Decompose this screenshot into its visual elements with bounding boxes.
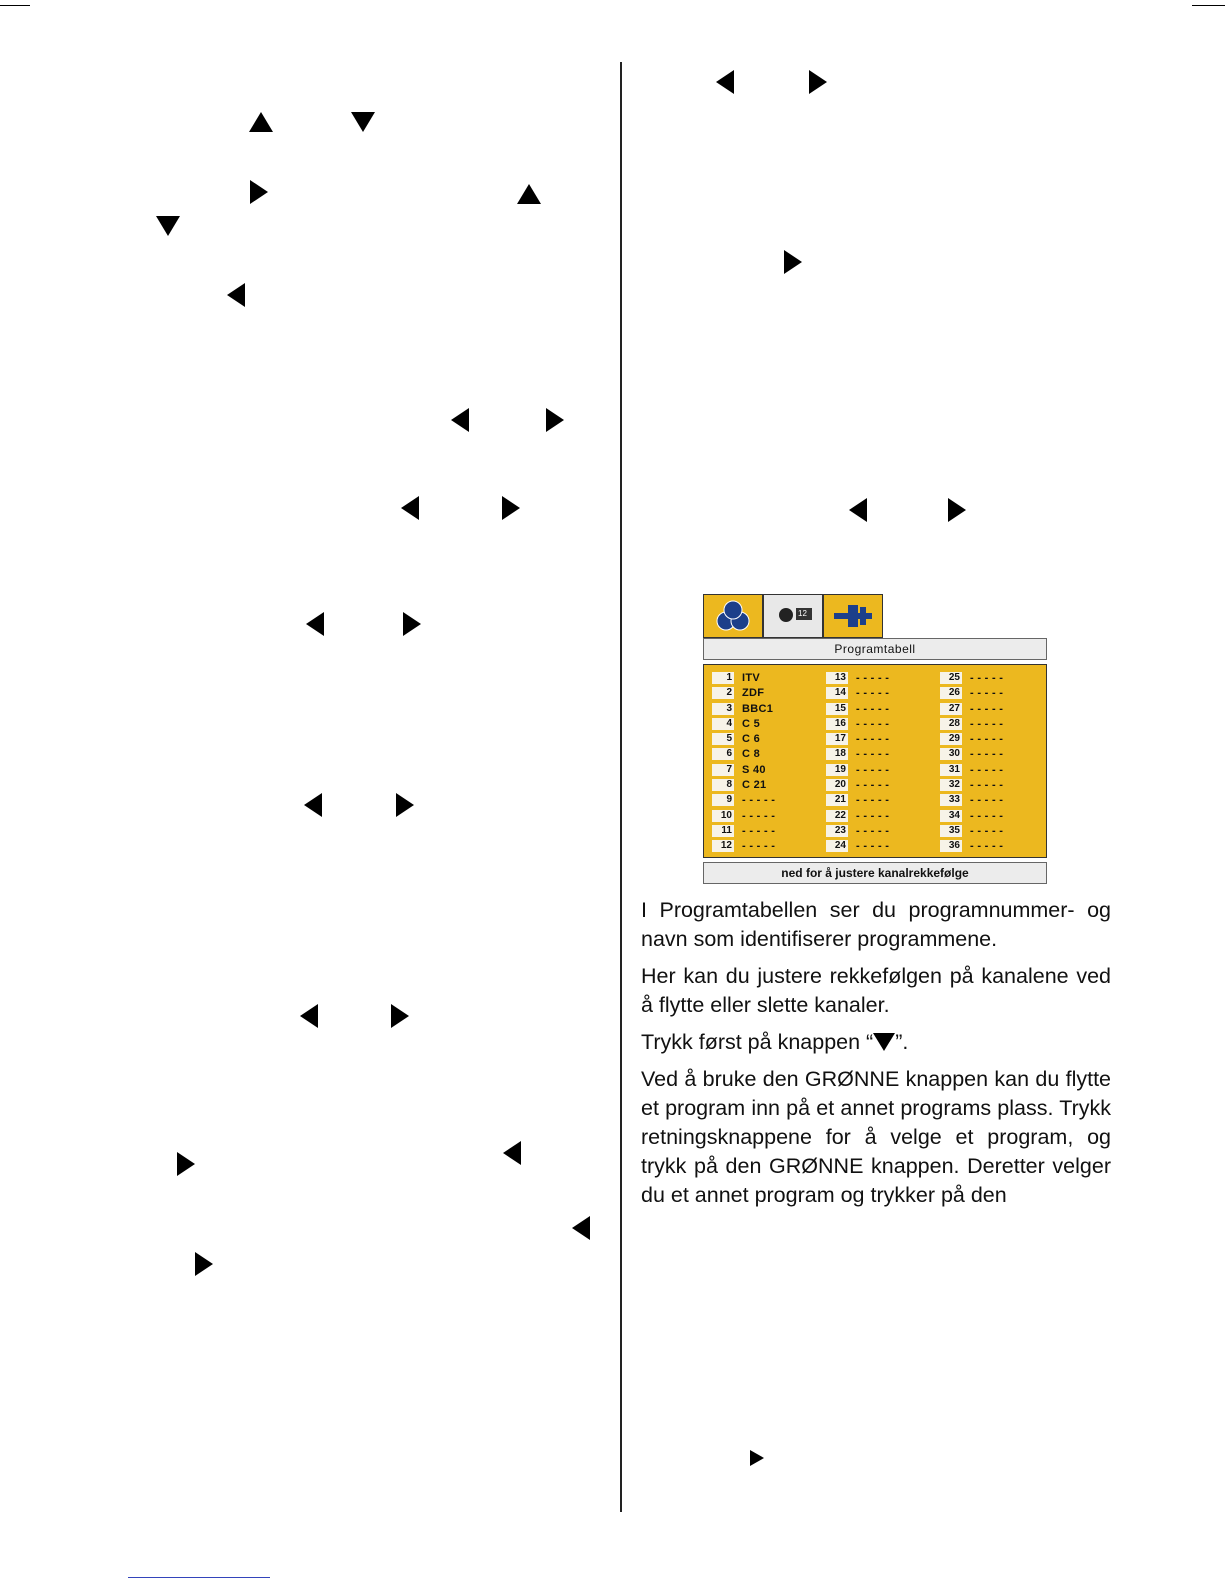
program-number: 34 (940, 810, 962, 822)
program-number: 20 (826, 779, 848, 791)
triangle-right-icon (195, 1252, 213, 1276)
program-row[interactable] (712, 686, 822, 701)
program-name: C 21 (742, 779, 767, 792)
program-row[interactable] (712, 732, 822, 747)
triangle-left-icon (227, 283, 245, 307)
program-row[interactable] (826, 839, 936, 854)
program-row[interactable] (826, 793, 936, 808)
program-row[interactable] (712, 747, 822, 762)
program-number: 32 (940, 779, 962, 791)
program-number: 33 (940, 794, 962, 806)
triangle-down-icon (156, 216, 180, 236)
program-row[interactable] (940, 763, 1050, 778)
triangle-right-icon (250, 180, 268, 204)
program-name: - - - - - (856, 809, 890, 822)
triangle-right-icon (948, 498, 966, 522)
triangle-left-icon (306, 612, 324, 636)
program-name: C 8 (742, 748, 761, 761)
program-number: 22 (826, 810, 848, 822)
program-name: BBC1 (742, 702, 774, 715)
program-name: S 40 (742, 763, 766, 776)
program-name: - - - - - (970, 733, 1004, 746)
triangle-left-icon (304, 793, 322, 817)
program-row[interactable] (940, 793, 1050, 808)
program-row[interactable] (826, 778, 936, 793)
program-number: 4 (712, 718, 734, 730)
program-row[interactable] (712, 809, 822, 824)
program-number: 25 (940, 672, 962, 684)
program-name: - - - - - (742, 794, 776, 807)
program-row[interactable] (712, 717, 822, 732)
program-row[interactable] (712, 671, 822, 686)
program-row[interactable] (826, 702, 936, 717)
program-name: - - - - - (970, 794, 1004, 807)
tab-install[interactable] (823, 594, 883, 638)
program-name: - - - - - (970, 748, 1004, 761)
program-number: 24 (826, 840, 848, 852)
triangle-left-icon (849, 498, 867, 522)
program-number: 27 (940, 703, 962, 715)
program-name: - - - - - (970, 824, 1004, 837)
program-row[interactable] (712, 778, 822, 793)
program-number: 8 (712, 779, 734, 791)
program-row[interactable] (712, 702, 822, 717)
program-row[interactable] (940, 747, 1050, 762)
program-name: - - - - - (856, 687, 890, 700)
triangle-right-icon (546, 408, 564, 432)
program-row[interactable] (826, 747, 936, 762)
connector-icon (824, 595, 882, 637)
program-row[interactable] (940, 702, 1050, 717)
program-name: - - - - - (970, 840, 1004, 853)
program-name: - - - - - (856, 733, 890, 746)
program-number: 14 (826, 687, 848, 699)
program-number: 36 (940, 840, 962, 852)
program-name: - - - - - (970, 809, 1004, 822)
program-number: 2 (712, 687, 734, 699)
crop-mark-left (0, 5, 30, 6)
program-row[interactable] (826, 824, 936, 839)
program-row[interactable] (826, 686, 936, 701)
triangle-left-icon (451, 408, 469, 432)
program-row[interactable] (940, 686, 1050, 701)
program-row[interactable] (826, 671, 936, 686)
program-name: - - - - - (856, 672, 890, 684)
program-number: 16 (826, 718, 848, 730)
program-number: 18 (826, 748, 848, 760)
program-name: - - - - - (970, 672, 1004, 684)
triangle-right-icon (177, 1152, 195, 1176)
program-name: - - - - - (856, 763, 890, 776)
program-name: - - - - - (856, 794, 890, 807)
program-row[interactable] (940, 824, 1050, 839)
program-name: - - - - - (856, 779, 890, 792)
program-number: 35 (940, 825, 962, 837)
program-name: - - - - - (856, 717, 890, 730)
program-number: 19 (826, 764, 848, 776)
program-number: 1 (712, 672, 734, 684)
program-name: - - - - - (742, 840, 776, 853)
program-name: - - - - - (856, 840, 890, 853)
program-number: 9 (712, 794, 734, 806)
program-column-3 (940, 671, 1050, 855)
program-table-title: Programtabell (703, 638, 1047, 660)
triangle-left-icon (300, 1004, 318, 1028)
program-name: - - - - - (970, 702, 1004, 715)
program-number: 29 (940, 733, 962, 745)
program-name: - - - - - (970, 779, 1004, 792)
program-number: 5 (712, 733, 734, 745)
program-name: C 5 (742, 717, 761, 730)
program-row[interactable] (826, 732, 936, 747)
program-row[interactable] (940, 778, 1050, 793)
program-number: 21 (826, 794, 848, 806)
program-row[interactable] (712, 763, 822, 778)
program-number: 7 (712, 764, 734, 776)
tab-picture[interactable] (703, 594, 763, 638)
triangle-right-icon (784, 250, 802, 274)
bottom-rule (128, 1577, 270, 1578)
program-name: - - - - - (856, 824, 890, 837)
paragraph-3-end: ”. (895, 1030, 909, 1054)
program-table-footer: ned for å justere kanalrekkefølge (703, 862, 1047, 884)
paragraph-3-start: Trykk først på knappen “ (641, 1030, 874, 1054)
triangle-right-icon (396, 793, 414, 817)
tuner-knob-icon (764, 595, 822, 637)
program-row[interactable] (712, 839, 822, 854)
triangle-right-icon (403, 612, 421, 636)
triangle-up-icon (517, 184, 541, 204)
program-row[interactable] (940, 671, 1050, 686)
triangle-right-icon (750, 1450, 764, 1466)
program-row[interactable] (826, 763, 936, 778)
triangle-up-icon (249, 112, 273, 132)
program-number: 31 (940, 764, 962, 776)
program-number: 17 (826, 733, 848, 745)
triangle-left-icon (572, 1216, 590, 1240)
triangle-left-icon (401, 496, 419, 520)
program-column-2 (826, 671, 936, 855)
picture-circles-icon (704, 595, 762, 637)
program-number: 6 (712, 748, 734, 760)
program-number: 11 (712, 825, 734, 837)
program-number: 28 (940, 718, 962, 730)
crop-mark-right (1192, 5, 1225, 6)
program-row[interactable] (940, 809, 1050, 824)
program-row[interactable] (826, 809, 936, 824)
program-name: ITV (742, 672, 761, 684)
paragraph-2: Her kan du justere rekkefølgen på kanalene ved å flytte eller slette kanaler. (641, 964, 1111, 1017)
triangle-down-icon (873, 1033, 895, 1051)
program-row[interactable] (940, 839, 1050, 854)
triangle-right-icon (391, 1004, 409, 1028)
program-table-menu (703, 594, 1047, 886)
instruction-text (641, 896, 1111, 1218)
program-name: - - - - - (970, 763, 1004, 776)
program-grid (703, 664, 1047, 858)
triangle-right-icon (502, 496, 520, 520)
tab-program[interactable] (763, 594, 823, 638)
program-row[interactable] (940, 717, 1050, 732)
program-name: C 6 (742, 733, 761, 746)
program-row[interactable] (712, 824, 822, 839)
triangle-right-icon (809, 70, 827, 94)
triangle-left-icon (503, 1141, 521, 1165)
program-row[interactable] (826, 717, 936, 732)
paragraph-3 (641, 1028, 1111, 1057)
program-name: - - - - - (970, 717, 1004, 730)
triangle-down-icon (351, 112, 375, 132)
paragraph-4: Ved å bruke den GRØNNE knappen kan du flytte et program inn på et annet programs plass. Trykk retningsknappene for å velge et program, og trykk på den GRØNNE knappen. Deretter velger du et annet program og trykker på den (641, 1067, 1111, 1207)
triangle-left-icon (716, 70, 734, 94)
program-name: - - - - - (742, 824, 776, 837)
program-name: - - - - - (856, 748, 890, 761)
program-number: 12 (712, 840, 734, 852)
program-row[interactable] (940, 732, 1050, 747)
program-number: 15 (826, 703, 848, 715)
program-name: - - - - - (970, 687, 1004, 700)
program-number: 23 (826, 825, 848, 837)
tab-program-badge: 12 (798, 609, 807, 618)
program-number: 10 (712, 810, 734, 822)
program-name: ZDF (742, 687, 765, 700)
program-number: 26 (940, 687, 962, 699)
program-column-1 (712, 671, 822, 855)
program-name: - - - - - (742, 809, 776, 822)
program-number: 30 (940, 748, 962, 760)
program-number: 3 (712, 703, 734, 715)
column-divider (620, 62, 622, 1512)
paragraph-1: I Programtabellen ser du programnummer- og navn som identifiserer programmene. (641, 898, 1111, 951)
program-number: 13 (826, 672, 848, 684)
program-name: - - - - - (856, 702, 890, 715)
program-row[interactable] (712, 793, 822, 808)
